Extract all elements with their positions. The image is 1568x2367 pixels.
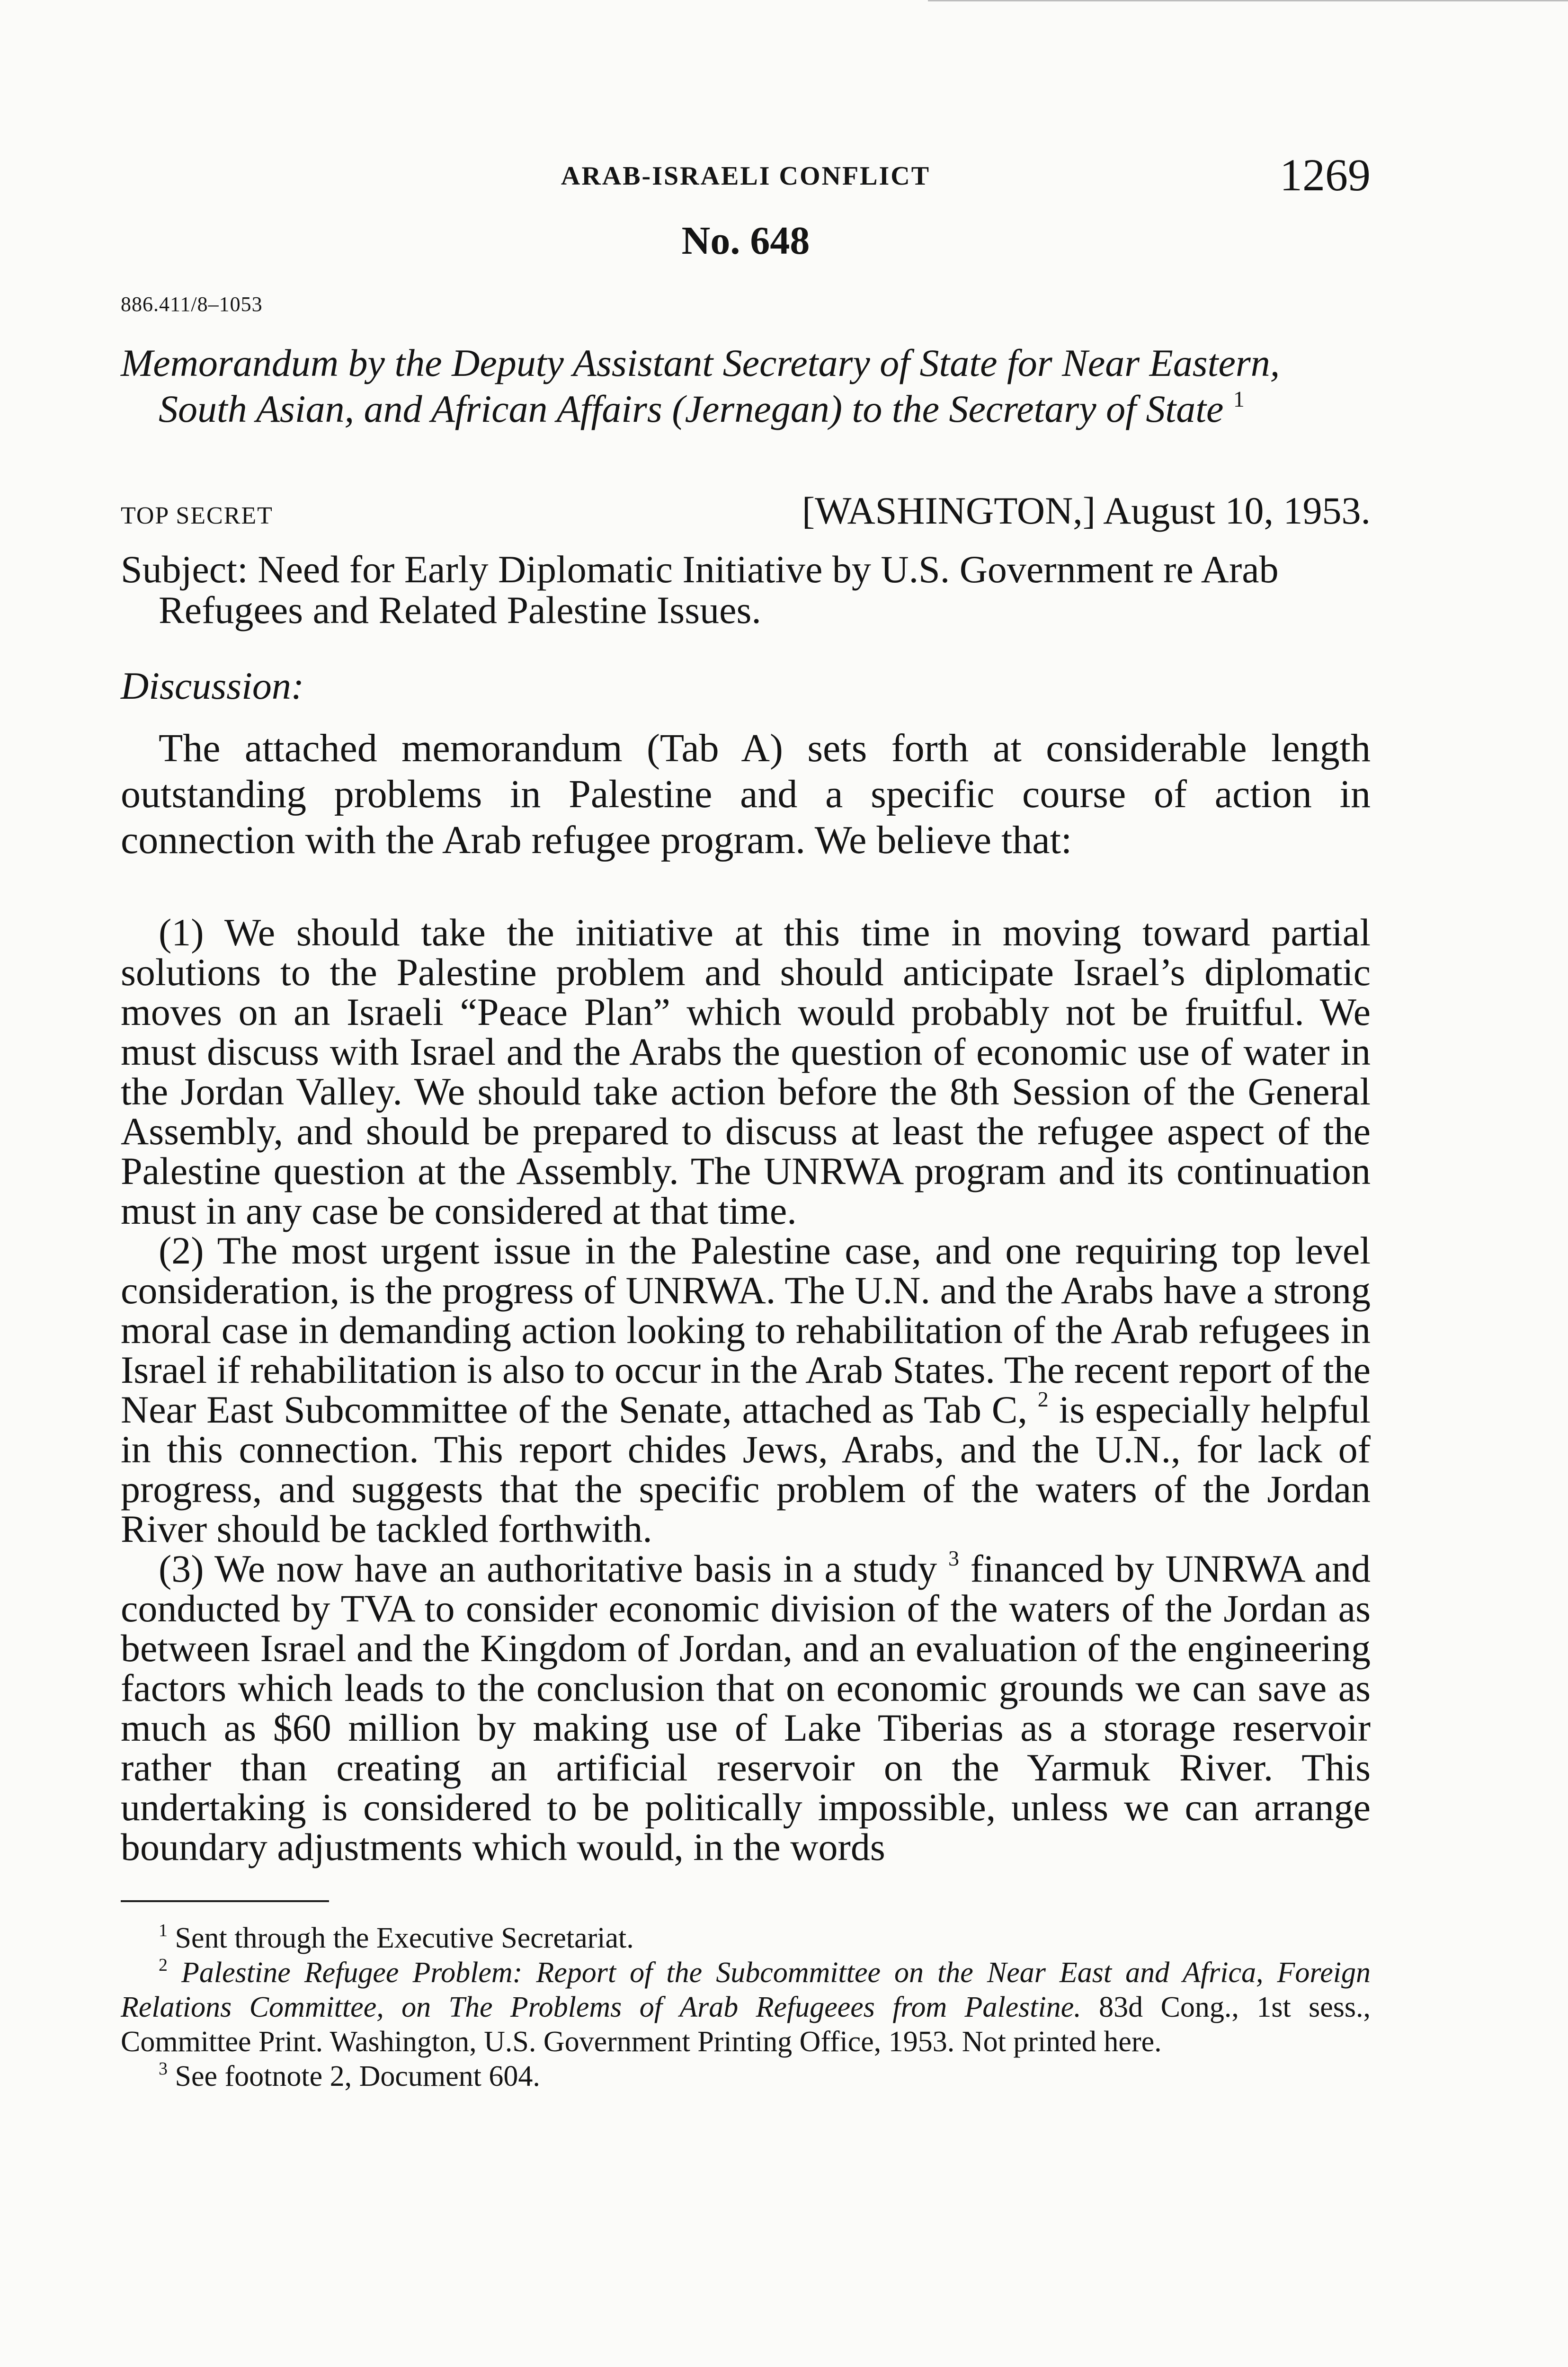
footnote-separator xyxy=(121,1900,329,1902)
subject-line: Subject: Need for Early Diplomatic Initiative by U.S. Government re Arab Refugees and Related Palestine Issues. xyxy=(121,548,1279,632)
footnote-marker-1: 1 xyxy=(159,1921,168,1940)
dateline xyxy=(121,489,1371,533)
document-page xyxy=(121,142,1371,2094)
place-and-date: [WASHINGTON,] August 10, 1953. xyxy=(802,489,1371,532)
footnotes xyxy=(121,1921,1371,2094)
point-1-paragraph: (1) We should take the initiative at this time in moving toward partial solutions to the Palestine problem and should anticipate Israel’s diplomatic moves on an Israeli “Peace Plan” which would probably not be fruitful. We must discuss with Israel and the Arabs the question of economic use of water in the Jordan Valley. We should take action before the 8th Session of the General Assembly, and should be prepared to discuss at least the refugee aspect of the Palestine question at the Assembly. The UNRWA program and its continuation must in any case be considered at that time. xyxy=(121,911,1371,1232)
footnote-ref-1[interactable]: 1 xyxy=(1233,387,1245,412)
file-number: 886.411/8–1053 xyxy=(121,293,263,316)
footnote-3-text: See footnote 2, Document 604. xyxy=(175,2060,540,2092)
footnote-3 xyxy=(121,2059,1371,2094)
running-header xyxy=(121,142,1371,200)
footnote-1-text: Sent through the Executive Secretariat. xyxy=(175,1922,634,1954)
footnote-1 xyxy=(121,1921,1371,1956)
point-2-paragraph xyxy=(121,1231,1371,1549)
footnote-ref-2[interactable]: 2 xyxy=(1037,1387,1049,1411)
discussion-heading: Discussion: xyxy=(121,664,304,707)
point-2-text-b: is especially helpful in this connection. This report chides Jews, Arabs, and the U.N., for lack of progress, and suggests that the specific problem of the waters of the Jordan River should be tackled forthwith. xyxy=(121,1388,1371,1550)
point-3-paragraph xyxy=(121,1546,1371,1869)
document-title-text: Memorandum by the Deputy Assistant Secretary of State for Near Eastern, South Asian, and African Affairs (Jernegan) to the Secretary of State xyxy=(121,341,1280,430)
footnote-marker-3: 3 xyxy=(159,2059,168,2079)
footnote-marker-2: 2 xyxy=(159,1955,168,1975)
footnote-ref-3[interactable]: 3 xyxy=(948,1546,959,1570)
footnote-2-text: 83d Cong., 1st sess., Committee Print. Washington, U.S. Government Printing Office, 1953. Not printed here. xyxy=(121,1991,1371,2058)
intro-paragraph: The attached memorandum (Tab A) sets forth at considerable length outstanding problems in Palestine and a specific course of action in connection with the Arab refugee program. We believe that: xyxy=(121,726,1371,862)
point-3-text-a: (3) We now have an authoritative basis in a study xyxy=(159,1547,937,1590)
document-number: No. 648 xyxy=(681,219,810,263)
footnote-2 xyxy=(121,1956,1371,2059)
page-number: 1269 xyxy=(1280,150,1371,200)
point-2-text-a: (2) The most urgent issue in the Palestine case, and one requiring top level consideration, is the progress of UNRWA. The U.N. and the Arabs have a strong moral case in demanding action looking to rehabilitation of the Arab refugees in Israel if rehabilitation is also to occur in the Arab States. The recent report of the Near East Subcommittee of the Senate, attached as Tab C, xyxy=(121,1229,1371,1431)
top-edge-rule xyxy=(928,0,1568,1)
footnote-2-report-title: Palestine Refugee Problem: Report of the Subcommittee on the Near East and Africa, Foreign Relations Committee, on The Problems of Arab Refugeees from Palestine. xyxy=(121,1957,1371,2023)
document-title xyxy=(121,340,1371,432)
classification-marking: TOP SECRET xyxy=(121,502,273,529)
point-3-text-b: financed by UNRWA and conducted by TVA to consider economic division of the waters of the Jordan as between Israel and the Kingdom of Jordan, and an evaluation of the engineering factors which leads to the conclusion that on economic grounds we can save as much as $60 million by making use of Lake Tiberias as a storage reservoir rather than creating an artificial reservoir on the Yarmuk River. This undertaking is considered to be politically impossible, unless we can arrange boundary adjustments which would, in the words xyxy=(121,1547,1371,1869)
running-title: ARAB-ISRAELI CONFLICT xyxy=(561,161,931,191)
